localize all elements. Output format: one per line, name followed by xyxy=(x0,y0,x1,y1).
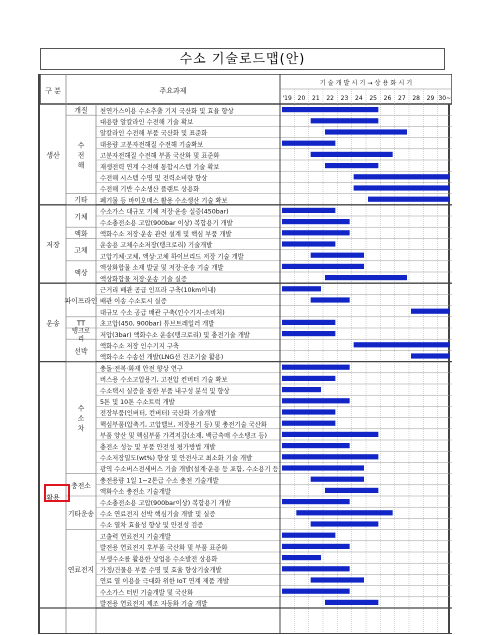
roadmap-bar xyxy=(282,555,321,560)
task-label: 운송용 고체수소저장(탱크로리) 기술개발 xyxy=(100,242,213,250)
roadmap-bar xyxy=(282,589,350,594)
task-label: 수소가스 대규모 기체 저장·운송 실증(450bar) xyxy=(100,208,229,216)
subgroup-label: 선박 xyxy=(74,347,88,356)
task-label: 전장부품(인버터, 컨버터) 국산화 기술개발 xyxy=(100,410,217,418)
subgroup-label: 액상 xyxy=(74,269,88,277)
roadmap-bar xyxy=(282,421,335,426)
roadmap-bar xyxy=(282,398,350,403)
task-label: 재생전력 연계 수전해 통합시스템 기술 확보 xyxy=(100,163,220,171)
roadmap-bar xyxy=(282,264,364,269)
roadmap-bar xyxy=(325,488,378,493)
task-label: 저압(3bar) 액화수소 운송(탱크로리) 및 충전기술 개발 xyxy=(100,331,250,339)
task-label: 대용량 고분자전해질 수전해 기술확보 xyxy=(100,141,204,149)
subgroup-label: 리 xyxy=(77,335,85,343)
page-title: 수소 기술로드맵(안) xyxy=(40,48,445,70)
roadmap-bar xyxy=(282,219,350,224)
task-label: 수소저장밀도(wt%) 향상 및 안전사고 최소화 기술 개발 xyxy=(100,455,253,462)
task-label: 배관 이송 수소토시 실증 xyxy=(100,298,167,306)
roadmap-bar xyxy=(282,387,321,392)
header-timeline: 기 술 개 발 시 기 → 상 용 화 시 기 xyxy=(319,80,413,87)
roadmap-bar xyxy=(354,185,450,190)
year-label: 24 xyxy=(355,95,363,102)
task-label: 액화수소 저장·운송 관련 설계 및 핵심 부품 개발 xyxy=(100,231,232,238)
task-label: 수전해 시스템 수명 및 전력소비량 향상 xyxy=(100,175,208,182)
roadmap-bar xyxy=(282,454,378,459)
task-label: 대규모 수소 공급 배관 구축(인수기지-소비처) xyxy=(100,309,225,317)
subgroup-label: 소 xyxy=(77,414,85,423)
roadmap-bar xyxy=(282,331,335,336)
header-category: 구 분 xyxy=(45,87,61,95)
subgroup-label: TT xyxy=(76,319,86,328)
roadmap-bar xyxy=(411,309,450,314)
roadmap-bar xyxy=(325,275,407,280)
year-label: 27 xyxy=(398,95,406,102)
task-label: 발전용 연료전지 제조 자동화 기술 개발 xyxy=(100,600,208,608)
roadmap-bar xyxy=(282,230,350,235)
roadmap-bar xyxy=(368,197,450,202)
year-label: 21 xyxy=(312,95,320,102)
roadmap-bar xyxy=(282,141,335,146)
subgroup-label: 액화 xyxy=(74,229,88,238)
roadmap-bar xyxy=(282,409,335,414)
roadmap-bar xyxy=(282,241,335,246)
subgroup-label: 기체 xyxy=(74,213,88,221)
roadmap-bar xyxy=(282,544,350,549)
roadmap-bar xyxy=(282,465,364,470)
task-label: 수전해 기반 수소생산 플랜트 상용화 xyxy=(100,186,200,194)
roadmap-bar xyxy=(282,566,350,571)
roadmap-bar xyxy=(354,174,450,179)
year-label: 23 xyxy=(340,95,349,102)
roadmap-bar xyxy=(282,499,350,504)
task-label: 부품 양산 및 핵심부품 가격저감(소재, 백금촉매 수소탱크 등) xyxy=(100,432,267,440)
subgroup-label: 기타 xyxy=(74,196,88,205)
year-label: 29 xyxy=(426,95,435,102)
task-label: 고압기체·고체, 액상·고체 하이브리드 저장 기술 개발 xyxy=(100,253,244,261)
roadmap-bar xyxy=(311,152,393,157)
task-label: 수소충전소용 고압(900bar이상) 복합용기 개발 xyxy=(100,499,231,507)
task-label: 폐기물 등 바이오매스 활용 수소생산 기술 확보 xyxy=(100,197,228,205)
group-label: 운송 xyxy=(46,319,60,328)
roadmap-bar xyxy=(282,320,335,325)
task-label: 대용량 알칼라인 수전해 기술 확보 xyxy=(100,119,194,126)
roadmap-bar xyxy=(325,600,378,605)
roadmap-bar xyxy=(325,129,407,134)
task-label: 수소충전소용 고압(900bar 이상) 복합용기 개발 xyxy=(100,219,233,227)
task-label: 충돌·전복·화재 안전 향상 연구 xyxy=(100,365,184,373)
roadmap-table xyxy=(38,74,450,634)
task-label: 초고압(450, 900bar) 튜브트레일러 개발 xyxy=(100,320,215,328)
group-label: 생산 xyxy=(46,151,60,160)
task-label: 발전용 연료전지 후부품 국산화 및 부품 표준화 xyxy=(100,544,228,552)
roadmap-grid xyxy=(40,74,452,634)
subgroup-label: 해 xyxy=(77,161,85,170)
task-label: 수소택시 실증을 통한 부품 내구성 분석 및 향상 xyxy=(100,387,230,395)
task-label: 부생수소를 활용한 상업용 수소발전 상용화 xyxy=(100,555,218,563)
roadmap-bar xyxy=(354,342,450,347)
header-task: 주요과제 xyxy=(159,87,187,95)
roadmap-bar xyxy=(311,118,379,123)
year-label: 30~ xyxy=(438,95,452,102)
task-label: 버스용 수소고압용기, 고전압 컨버터 기술 확보 xyxy=(100,376,228,384)
subgroup-label: 기타운송 xyxy=(67,509,95,518)
task-label: 수소가스 터빈 기술개발 및 국산화 xyxy=(100,589,194,597)
group-label: 저장 xyxy=(46,241,60,249)
subgroup-label: 탱크로 xyxy=(71,327,91,335)
task-label: 수소 연료전지 선박 핵심기술 개발 및 실증 xyxy=(100,511,216,518)
task-label: 연료 열 이용을 극대화 위한 IoT 연계 제품 개발 xyxy=(100,578,229,586)
subgroup-label: 개질 xyxy=(74,106,88,115)
subgroup-label: 수 xyxy=(77,141,85,150)
roadmap-bar xyxy=(282,376,335,381)
task-label: 액화수소 수송선 개발(LNG선 건조기술 활용) xyxy=(100,354,224,362)
year-label: 22 xyxy=(326,95,334,102)
roadmap-bar xyxy=(411,353,450,358)
roadmap-bar xyxy=(282,443,350,448)
subgroup-label: 차 xyxy=(77,424,85,433)
task-label: 5톤 및 10톤 수소트럭 개발 xyxy=(100,399,175,406)
task-label: 근거리 배관 공급 인프라 구축(10km이내) xyxy=(100,287,216,294)
task-label: 수소 열차 효율성 향상 및 안전성 검증 xyxy=(100,522,204,530)
year-label: 26 xyxy=(383,95,392,102)
roadmap-bar xyxy=(325,163,378,168)
task-label: 액상화합물 소재 발굴 및 저장·운송 기술 개발 xyxy=(100,264,224,272)
roadmap-bar xyxy=(311,253,364,258)
subgroup-label: 충전소 xyxy=(71,481,91,490)
year-label: '19 xyxy=(282,95,292,102)
roadmap-bar xyxy=(296,510,392,515)
task-label: 가정/건물용 부품 수명 및 효율 향상기술개발 xyxy=(100,567,222,574)
roadmap-bar xyxy=(282,286,321,291)
subgroup-label: 전 xyxy=(77,151,85,160)
roadmap-bar xyxy=(311,477,364,482)
subgroup-label: 수 xyxy=(77,404,85,413)
roadmap-bar xyxy=(311,297,350,302)
year-label: 20 xyxy=(297,95,306,102)
task-label: 액화수소 충전소 기술개발 xyxy=(100,488,171,496)
task-label: 알칼라인 수전해 부품 국산화 및 표준화 xyxy=(100,130,208,138)
roadmap-bar xyxy=(282,432,378,437)
task-label: 충전소 성능 및 부품 안전성 평가방법 개발 xyxy=(100,443,216,451)
roadmap-bar xyxy=(282,208,335,213)
year-label: 25 xyxy=(369,95,377,102)
roadmap-bar xyxy=(311,577,364,582)
year-label: 28 xyxy=(412,95,420,102)
roadmap-bar xyxy=(311,521,379,526)
subgroup-label: 고체 xyxy=(74,246,88,255)
task-label: 고출력 연료전지 기술개발 xyxy=(100,533,171,541)
roadmap-bar xyxy=(282,533,335,538)
task-label: 광역 수소버스전세버스 기술 개발(설계·운용 등 포함, 수소용기 등) xyxy=(100,466,282,474)
task-label: 액화수소 저장 인수기지 구축 xyxy=(100,343,179,350)
roadmap-bar xyxy=(282,365,350,370)
subgroup-label: 연료전지 xyxy=(67,565,95,574)
subgroup-label: 파이프라인 xyxy=(64,297,98,305)
highlight-box xyxy=(44,484,70,502)
task-label: 천연가스이용 수소추출 기지 국산화 및 효율 향상 xyxy=(100,107,234,115)
task-label: 고분자전해질 수전해 부품 국산화 및 표준화 xyxy=(100,152,220,160)
task-label: 충전용량 1일 1~2톤급 수소 충전 기술개발 xyxy=(100,477,219,485)
group-label: 활용 xyxy=(46,494,60,503)
task-label: 핵심부품(압축기, 고압밸브, 저장용기 등) 및 충전기술 국산화 xyxy=(100,421,267,429)
task-label: 액상화합물 저장·운송 기술 실증 xyxy=(100,275,188,283)
roadmap-bar xyxy=(282,107,378,112)
